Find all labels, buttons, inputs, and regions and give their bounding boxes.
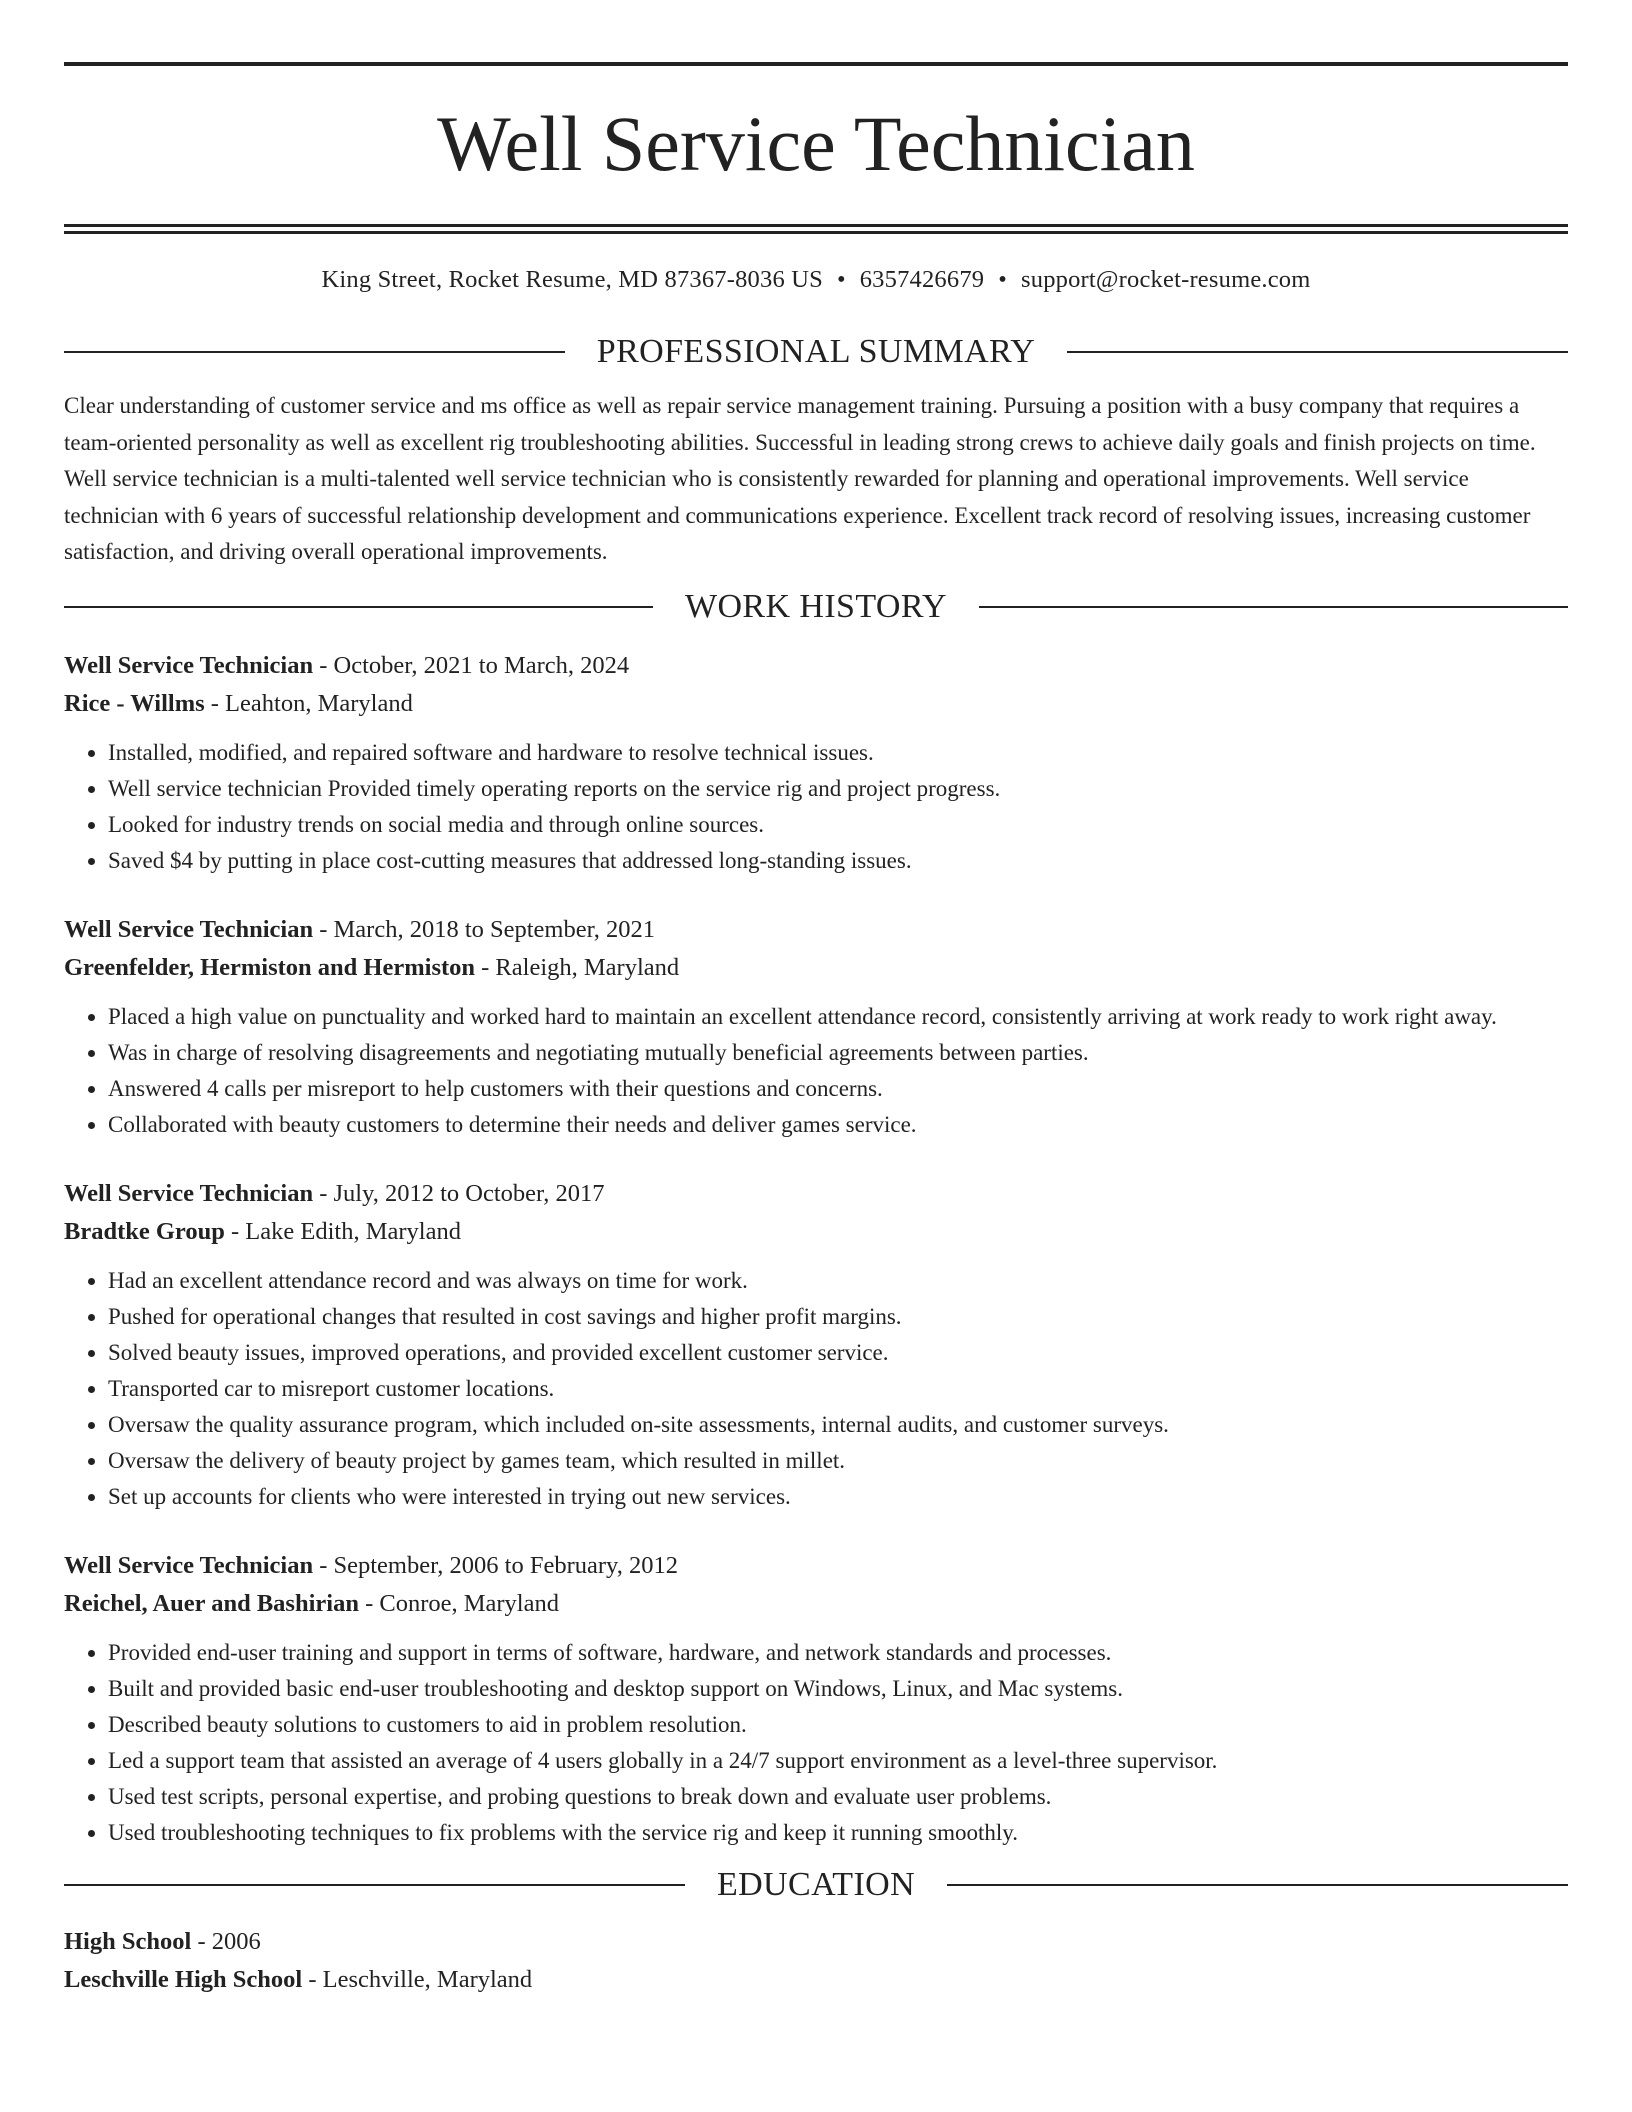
- job-dates: - March, 2018 to September, 2021: [313, 915, 656, 943]
- education-location: - Leschville, Maryland: [302, 1965, 533, 1993]
- job-company-line: [64, 1213, 1568, 1251]
- bullet-item: • Transported car to misreport customer locations.: [108, 1371, 1568, 1407]
- job-title-line: [64, 1547, 1568, 1585]
- bullet-item: • Provided end-user training and support in terms of software, hardware, and network standards and processes.: [108, 1635, 1568, 1671]
- job-dates: - October, 2021 to March, 2024: [313, 651, 630, 679]
- bullet-item: • Well service technician Provided timely operating reports on the service rig and project progress.: [108, 771, 1568, 807]
- job-bullets: [64, 735, 1568, 879]
- bullet-item: • Had an excellent attendance record and was always on time for work.: [108, 1263, 1568, 1299]
- contact-line: [64, 264, 1568, 296]
- job-company: Greenfelder, Hermiston and Hermiston: [64, 953, 476, 981]
- job-location: - Raleigh, Maryland: [475, 953, 680, 981]
- section-rule-right: [947, 1884, 1568, 1886]
- job-title: Well Service Technician: [64, 651, 314, 679]
- job-company: Rice - Willms: [64, 689, 205, 717]
- education-entry: [64, 1923, 1568, 1999]
- resume-title: Well Service Technician: [437, 100, 1195, 187]
- contact-address: King Street, Rocket Resume, MD 87367-8036 US: [321, 266, 823, 293]
- job-title-line: [64, 1175, 1568, 1213]
- job-title: Well Service Technician: [64, 1551, 314, 1579]
- education-degree-line: [64, 1923, 1568, 1961]
- education-school-line: [64, 1961, 1568, 1999]
- bullet-item: • Oversaw the quality assurance program, which included on-site assessments, internal audits, and customer surveys.: [108, 1407, 1568, 1443]
- contact-phone: 6357426679: [859, 266, 985, 293]
- job-bullets: [64, 1635, 1568, 1851]
- job-title: Well Service Technician: [64, 915, 314, 943]
- job-company: Bradtke Group: [64, 1217, 225, 1245]
- section-header-summary: [64, 330, 1568, 374]
- job-entry: [64, 911, 1568, 1143]
- bullet-item: • Led a support team that assisted an average of 4 users globally in a 24/7 support environment as a level-three supervisor.: [108, 1743, 1568, 1779]
- bullet-item: • Built and provided basic end-user troubleshooting and desktop support on Windows, Linux, and Mac systems.: [108, 1671, 1568, 1707]
- section-rule-left: [64, 351, 565, 353]
- bullet-item: • Was in charge of resolving disagreements and negotiating mutually beneficial agreements between parties.: [108, 1035, 1568, 1071]
- bullet-item: • Described beauty solutions to customers to aid in problem resolution.: [108, 1707, 1568, 1743]
- section-rule-right: [1067, 351, 1568, 353]
- bullet-item: • Pushed for operational changes that resulted in cost savings and higher profit margins.: [108, 1299, 1568, 1335]
- job-title: Well Service Technician: [64, 1179, 314, 1207]
- section-rule-right: [979, 606, 1568, 608]
- section-rule-left: [64, 606, 653, 608]
- section-header-education: [64, 1863, 1568, 1907]
- contact-separator: •: [998, 266, 1008, 293]
- resume-page: [64, 0, 1568, 1999]
- job-location: - Lake Edith, Maryland: [224, 1217, 461, 1245]
- job-entry: [64, 1547, 1568, 1851]
- job-company: Reichel, Auer and Bashirian: [64, 1589, 359, 1617]
- job-title-line: [64, 647, 1568, 685]
- section-title-work: WORK HISTORY: [684, 587, 948, 625]
- job-company-line: [64, 949, 1568, 987]
- job-bullets: [64, 999, 1568, 1143]
- education-year: - 2006: [191, 1927, 261, 1955]
- bullet-item: • Answered 4 calls per misreport to help customers with their questions and concerns.: [108, 1071, 1568, 1107]
- job-entry: [64, 647, 1568, 879]
- section-header-work: [64, 585, 1568, 629]
- bullet-item: • Collaborated with beauty customers to determine their needs and deliver games service.: [108, 1107, 1568, 1143]
- bullet-item: • Saved $4 by putting in place cost-cutting measures that addressed long-standing issues.: [108, 843, 1568, 879]
- job-company-line: [64, 685, 1568, 723]
- education-degree: High School: [64, 1927, 192, 1955]
- bullet-item: • Used test scripts, personal expertise, and probing questions to break down and evaluate user problems.: [108, 1779, 1568, 1815]
- top-divider: [64, 62, 1568, 66]
- bullet-item: • Solved beauty issues, improved operations, and provided excellent customer service.: [108, 1335, 1568, 1371]
- job-company-line: [64, 1585, 1568, 1623]
- job-bullets: [64, 1263, 1568, 1515]
- section-title-education: EDUCATION: [716, 1865, 916, 1903]
- education-school: Leschville High School: [64, 1965, 303, 1993]
- job-entry: [64, 1175, 1568, 1515]
- bullet-item: • Installed, modified, and repaired software and hardware to resolve technical issues.: [108, 735, 1568, 771]
- job-location: - Conroe, Maryland: [358, 1589, 559, 1617]
- section-rule-left: [64, 1884, 685, 1886]
- bullet-item: • Placed a high value on punctuality and worked hard to maintain an excellent attendance record, consistently arriving at work ready to work right away.: [108, 999, 1568, 1035]
- contact-separator: •: [836, 266, 846, 293]
- bullet-item: • Set up accounts for clients who were interested in trying out new services.: [108, 1479, 1568, 1515]
- job-location: - Leahton, Maryland: [204, 689, 413, 717]
- summary-text: Clear understanding of customer service and ms office as well as repair service management training. Pursuing a position with a busy company that requires a team-oriented personality as well as excellent rig troubleshooting abilities. Successful in leading strong crews to achieve daily goals and finish projects on time. Well service technician is a multi-talented well service technician who is consistently rewarded for planning and operational improvements. Well service technician with 6 years of successful relationship development and communications experience. Excellent track record of resolving issues, increasing customer satisfaction, and driving overall operational improvements.: [64, 393, 1536, 564]
- title-double-divider: [64, 224, 1568, 234]
- bullet-item: • Used troubleshooting techniques to fix problems with the service rig and keep it running smoothly.: [108, 1815, 1568, 1851]
- contact-email: support@rocket-resume.com: [1021, 266, 1311, 293]
- bullet-item: • Looked for industry trends on social media and through online sources.: [108, 807, 1568, 843]
- job-dates: - September, 2006 to February, 2012: [313, 1551, 678, 1579]
- bullet-item: • Oversaw the delivery of beauty project by games team, which resulted in millet.: [108, 1443, 1568, 1479]
- job-dates: - July, 2012 to October, 2017: [313, 1179, 605, 1207]
- section-title-summary: PROFESSIONAL SUMMARY: [596, 333, 1036, 370]
- job-title-line: [64, 911, 1568, 949]
